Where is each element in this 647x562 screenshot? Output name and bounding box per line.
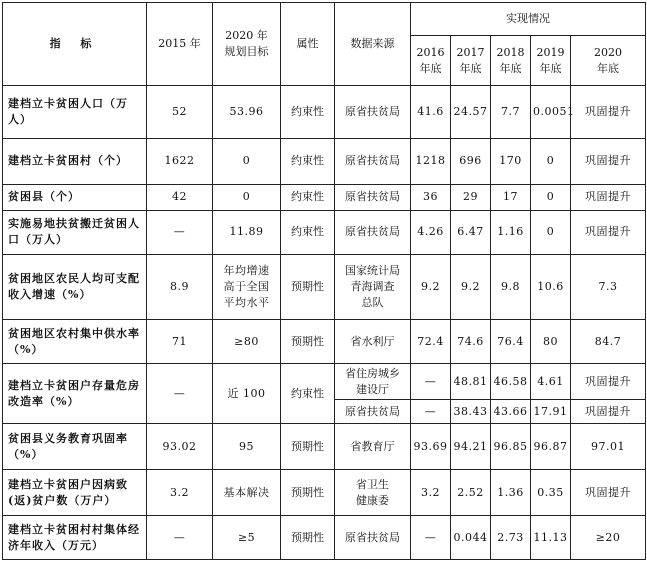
header-indicator: 指 标 <box>3 3 147 86</box>
source-cell: 原省扶贫局 <box>335 400 411 424</box>
value-2018-cell: 17 <box>491 184 531 210</box>
value-2018-cell: 46.58 <box>491 364 531 400</box>
attribute-cell: 约束性 <box>281 184 335 210</box>
target-2020-cell: 年均增速 高于全国 平均水平 <box>213 254 281 320</box>
value-2017-cell: 0.044 <box>451 516 491 560</box>
table-row <box>3 364 646 400</box>
indicator-cell: 贫困县义务教育巩固率（%） <box>3 424 147 470</box>
value-2019-cell: 0 <box>531 184 571 210</box>
header-2019: 2019 年底 <box>531 35 571 85</box>
value-2020-cell: 巩固提升 <box>571 400 646 424</box>
indicator-cell: 建档立卡贫困户因病致(返)贫户数（万户） <box>3 470 147 516</box>
header-2020: 2020 年底 <box>571 35 646 85</box>
value-2017-cell: 24.57 <box>451 86 491 139</box>
value-2020-cell: 巩固提升 <box>571 184 646 210</box>
target-2020-cell: ≥80 <box>213 320 281 364</box>
header-2018: 2018 年底 <box>491 35 531 85</box>
value-2016-cell: 1218 <box>411 138 451 184</box>
value-2016-cell: — <box>411 400 451 424</box>
target-2020-cell: 0 <box>213 138 281 184</box>
value-2018-cell: 9.8 <box>491 254 531 320</box>
target-2020-cell: 53.96 <box>213 86 281 139</box>
target-2020-cell: 基本解决 <box>213 470 281 516</box>
target-2020-cell: ≥5 <box>213 516 281 560</box>
value-2017-cell: 9.2 <box>451 254 491 320</box>
table-row <box>3 254 646 320</box>
attribute-cell: 预期性 <box>281 320 335 364</box>
target-2020-cell: 近 100 <box>213 364 281 424</box>
indicator-cell: 贫困县（个） <box>3 184 147 210</box>
indicator-cell: 建档立卡贫困村（个） <box>3 138 147 184</box>
source-cell: 国家统计局 青海调查 总队 <box>335 254 411 320</box>
value-2019-cell: 0.0051 <box>531 86 571 139</box>
value-2017-cell: 6.47 <box>451 210 491 254</box>
table-row <box>3 516 646 560</box>
value-2019-cell: 4.61 <box>531 364 571 400</box>
table-row <box>3 86 646 139</box>
table-row <box>3 320 646 364</box>
source-cell: 原省扶贫局 <box>335 138 411 184</box>
value-2019-cell: 10.6 <box>531 254 571 320</box>
value-2017-cell: 38.43 <box>451 400 491 424</box>
value-2018-cell: 170 <box>491 138 531 184</box>
table-row <box>3 210 646 254</box>
source-cell: 省水利厅 <box>335 320 411 364</box>
value-2016-cell: — <box>411 364 451 400</box>
value-2020-cell: ≥20 <box>571 516 646 560</box>
value-2019-cell: 80 <box>531 320 571 364</box>
value-2018-cell: 2.73 <box>491 516 531 560</box>
value-2019-cell: 0 <box>531 138 571 184</box>
value-2016-cell: 4.26 <box>411 210 451 254</box>
value-2015-cell: — <box>147 516 213 560</box>
table-row <box>3 470 646 516</box>
value-2018-cell: 96.85 <box>491 424 531 470</box>
poverty-alleviation-table <box>2 2 646 560</box>
value-2016-cell: 93.69 <box>411 424 451 470</box>
indicator-cell: 贫困地区农民人均可支配收入增速（%） <box>3 254 147 320</box>
target-2020-cell: 0 <box>213 184 281 210</box>
header-attribute: 属性 <box>281 3 335 86</box>
indicator-cell: 建档立卡贫困户存量危房改造率（%） <box>3 364 147 424</box>
attribute-cell: 约束性 <box>281 210 335 254</box>
target-2020-cell: 95 <box>213 424 281 470</box>
value-2015-cell: 1622 <box>147 138 213 184</box>
value-2015-cell: 93.02 <box>147 424 213 470</box>
value-2015-cell: 42 <box>147 184 213 210</box>
value-2015-cell: 8.9 <box>147 254 213 320</box>
value-2015-cell: 3.2 <box>147 470 213 516</box>
source-cell: 省住房城乡 建设厅 <box>335 364 411 400</box>
source-cell: 原省扶贫局 <box>335 210 411 254</box>
value-2020-cell: 巩固提升 <box>571 470 646 516</box>
header-2016: 2016 年底 <box>411 35 451 85</box>
indicator-cell: 建档立卡贫困村村集体经济年收入（万元） <box>3 516 147 560</box>
header-2017: 2017 年底 <box>451 35 491 85</box>
attribute-cell: 约束性 <box>281 364 335 424</box>
attribute-cell: 预期性 <box>281 424 335 470</box>
value-2017-cell: 696 <box>451 138 491 184</box>
value-2016-cell: 3.2 <box>411 470 451 516</box>
table-row <box>3 138 646 184</box>
value-2018-cell: 1.36 <box>491 470 531 516</box>
value-2017-cell: 94.21 <box>451 424 491 470</box>
value-2019-cell: 11.13 <box>531 516 571 560</box>
value-2020-cell: 巩固提升 <box>571 138 646 184</box>
target-2020-cell: 11.89 <box>213 210 281 254</box>
value-2018-cell: 1.16 <box>491 210 531 254</box>
source-cell: 省教育厅 <box>335 424 411 470</box>
attribute-cell: 预期性 <box>281 516 335 560</box>
indicator-cell: 建档立卡贫困人口（万人） <box>3 86 147 139</box>
source-cell: 原省扶贫局 <box>335 516 411 560</box>
value-2020-cell: 7.3 <box>571 254 646 320</box>
value-2015-cell: 71 <box>147 320 213 364</box>
value-2016-cell: 36 <box>411 184 451 210</box>
value-2017-cell: 2.52 <box>451 470 491 516</box>
value-2016-cell: 41.6 <box>411 86 451 139</box>
value-2015-cell: — <box>147 364 213 424</box>
table-row <box>3 424 646 470</box>
header-source: 数据来源 <box>335 3 411 86</box>
value-2020-cell: 巩固提升 <box>571 86 646 139</box>
attribute-cell: 预期性 <box>281 254 335 320</box>
table-row <box>3 184 646 210</box>
header-2020-target: 2020 年 规划目标 <box>213 3 281 86</box>
value-2020-cell: 巩固提升 <box>571 364 646 400</box>
header-2015: 2015 年 <box>147 3 213 86</box>
indicator-cell: 实施易地扶贫搬迁贫困人口（万人） <box>3 210 147 254</box>
value-2018-cell: 7.7 <box>491 86 531 139</box>
source-cell: 省卫生 健康委 <box>335 470 411 516</box>
value-2017-cell: 29 <box>451 184 491 210</box>
value-2019-cell: 96.87 <box>531 424 571 470</box>
value-2017-cell: 74.6 <box>451 320 491 364</box>
value-2019-cell: 0.35 <box>531 470 571 516</box>
value-2020-cell: 84.7 <box>571 320 646 364</box>
source-cell: 原省扶贫局 <box>335 86 411 139</box>
value-2018-cell: 43.66 <box>491 400 531 424</box>
value-2016-cell: — <box>411 516 451 560</box>
value-2016-cell: 9.2 <box>411 254 451 320</box>
indicator-cell: 贫困地区农村集中供水率（%） <box>3 320 147 364</box>
value-2015-cell: — <box>147 210 213 254</box>
attribute-cell: 约束性 <box>281 138 335 184</box>
value-2017-cell: 48.81 <box>451 364 491 400</box>
value-2019-cell: 0 <box>531 210 571 254</box>
value-2018-cell: 76.4 <box>491 320 531 364</box>
value-2016-cell: 72.4 <box>411 320 451 364</box>
value-2020-cell: 97.01 <box>571 424 646 470</box>
value-2019-cell: 17.91 <box>531 400 571 424</box>
attribute-cell: 约束性 <box>281 86 335 139</box>
source-cell: 原省扶贫局 <box>335 184 411 210</box>
attribute-cell: 预期性 <box>281 470 335 516</box>
value-2020-cell: 巩固提升 <box>571 210 646 254</box>
value-2015-cell: 52 <box>147 86 213 139</box>
header-implementation: 实现情况 <box>411 3 646 36</box>
